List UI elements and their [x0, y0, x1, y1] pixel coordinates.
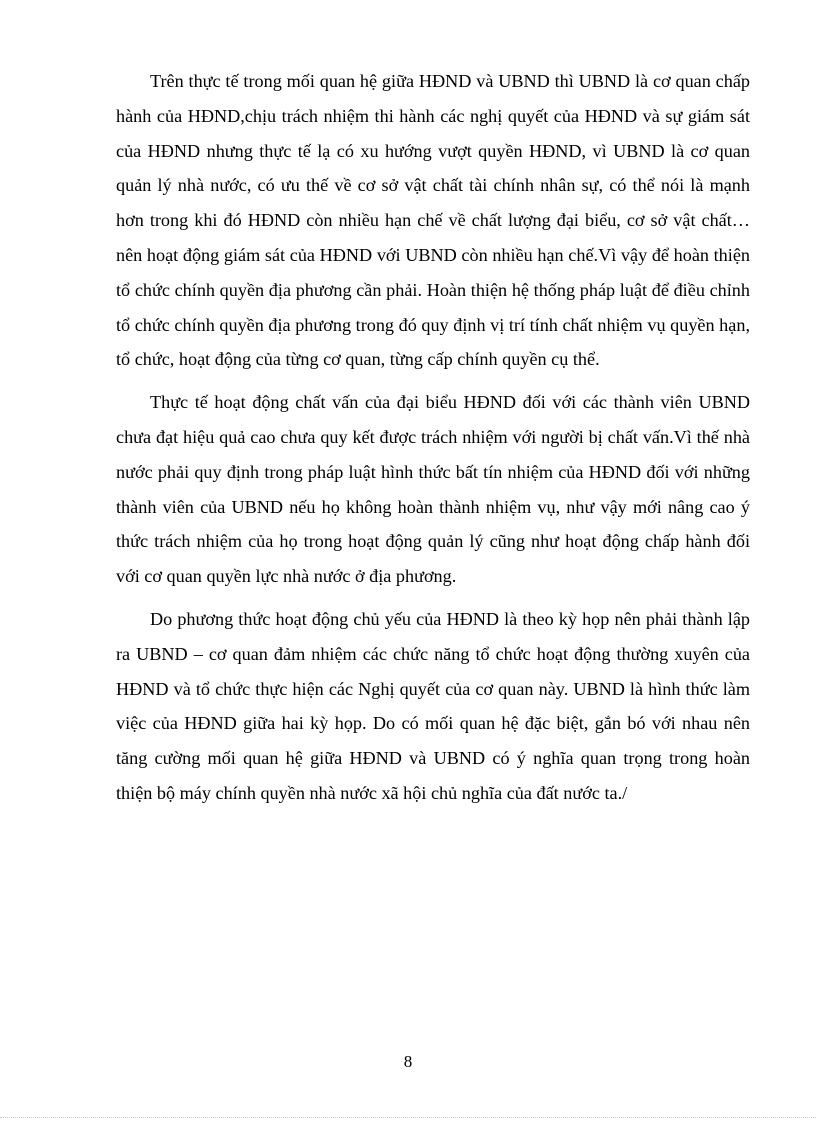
paragraph-2: Thực tế hoạt động chất vấn của đại biểu HĐND đối với các thành viên UBND chưa đạt hiệu quả cao chưa quy kết được trách nhiệm với người bị chất vấn.Vì thế nhà nước phải quy định trong pháp luật hình thức bất tín nhiệm của HĐND đối với những thành viên của UBND nếu họ không hoàn thành nhiệm vụ, như vậy mới nâng cao ý thức trách nhiệm của họ trong hoạt động quản lý cũng như hoạt động chấp hành đối với cơ quan quyền lực nhà nước ở địa phương. [116, 392, 750, 587]
page-bottom-divider [0, 1117, 816, 1118]
page-number: 8 [403, 1052, 413, 1071]
paragraph-3: Do phương thức hoạt động chủ yếu của HĐND là theo kỳ họp nên phải thành lập ra UBND – cơ quan đảm nhiệm các chức năng tổ chức hoạt động thường xuyên của HĐND và tổ chức thực hiện các Nghị quyết của cơ quan này. UBND là hình thức làm việc của HĐND giữa hai kỳ họp. Do có mối quan hệ đặc biệt, gắn bó với nhau nên tăng cường mối quan hệ giữa HĐND và UBND có ý nghĩa quan trọng trong hoàn thiện bộ máy chính quyền nhà nước xã hội chủ nghĩa của đất nước ta./ [116, 608, 750, 803]
paragraph-1: Trên thực tế trong mối quan hệ giữa HĐND và UBND thì UBND là cơ quan chấp hành của HĐND,chịu trách nhiệm thi hành các nghị quyết của HĐND và sự giám sát của HĐND nhưng thực tế lạ có xu hướng vượt quyền HĐND, vì UBND là cơ quan quản lý nhà nước, có ưu thế về cơ sở vật chất tài chính nhân sự, có thể nói là mạnh hơn trong khi đó HĐND còn nhiều hạn chế về chất lượng đại biểu, cơ sở vật chất…nên hoạt động giám sát của HĐND với UBND còn nhiều hạn chế.Vì vậy để hoàn thiện tổ chức chính quyền địa phương cần phải. Hoàn thiện hệ thống pháp luật để điều chỉnh tổ chức chính quyền địa phương trong đó quy định vị trí tính chất nhiệm vụ quyền hạn, tổ chức, hoạt động của từng cơ quan, từng cấp chính quyền cụ thể. [116, 71, 750, 370]
body-text [116, 64, 750, 819]
